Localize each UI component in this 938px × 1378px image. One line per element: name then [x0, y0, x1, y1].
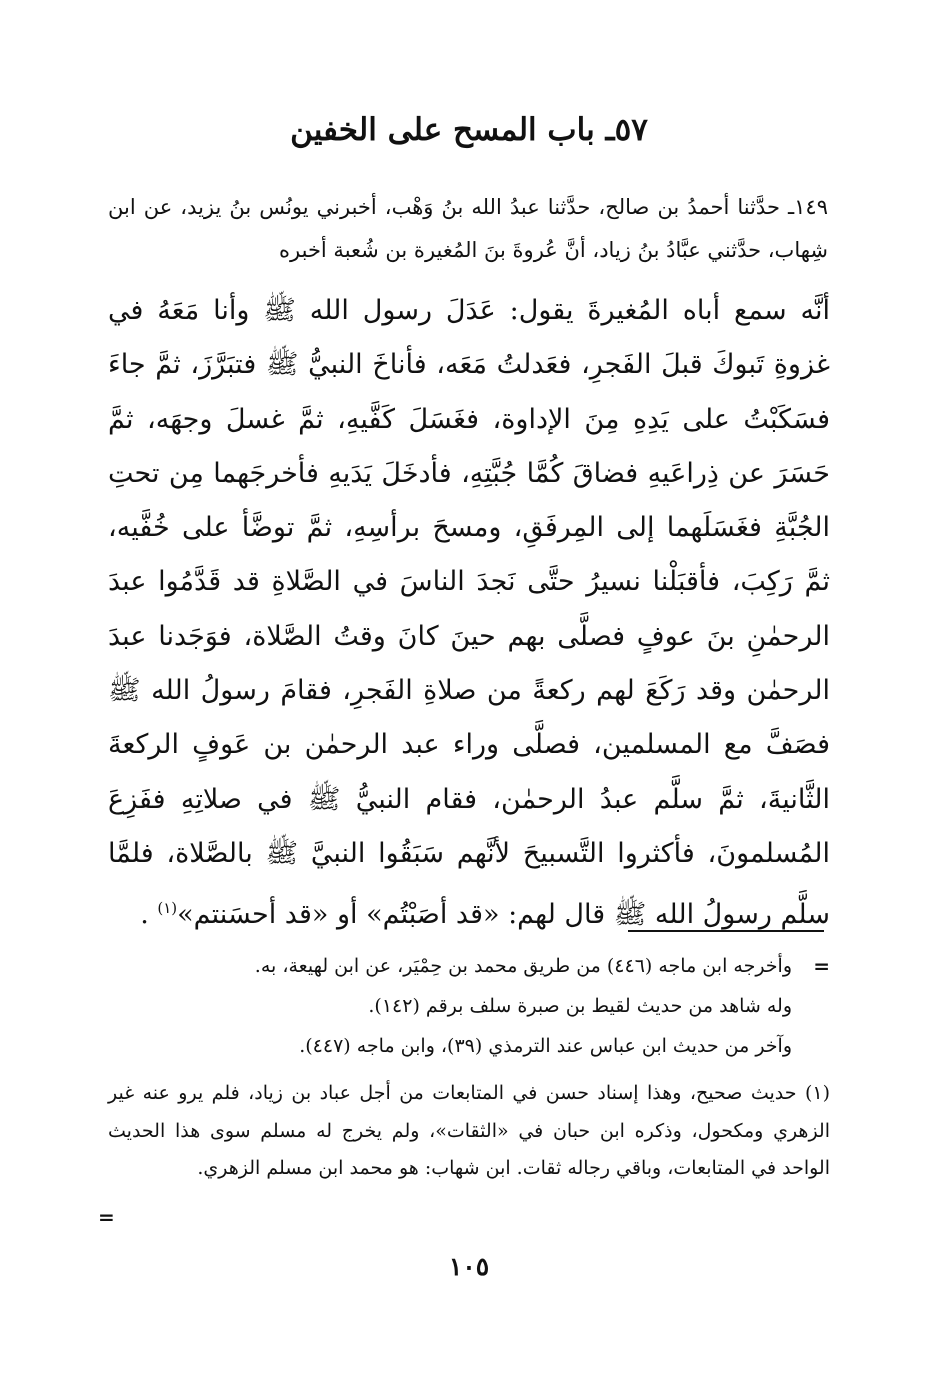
footnote-line: وله شاهد من حديث لقيط بن صبرة سلف برقم (١٤٢).: [368, 995, 792, 1017]
continuation-marker: =: [813, 954, 830, 978]
footnote-line: وأخرجه ابن ماجه (٤٤٦) من طريق محمد بن حِمْيَر، عن ابن لهيعة، به.: [254, 955, 792, 977]
hadith-text: [108, 284, 830, 943]
continues-marker: =: [98, 1205, 115, 1229]
page-number: ١٠٥: [448, 1252, 490, 1281]
footnote-separator: [628, 930, 824, 932]
end-mark: .: [140, 899, 149, 931]
chapter-title: ٥٧ـ باب المسح على الخفين: [290, 112, 648, 148]
footnote-line: وآخر من حديث ابن عباس عند الترمذي (٣٩)، وابن ماجه (٤٤٧).: [299, 1035, 792, 1057]
footnote-continuation: [108, 946, 830, 1066]
footnote-1: (١) حديث صحيح، وهذا إسناد حسن في المتابعات من أجل عباد بن زياد، فلم يرو عنه غير الزهري ومكحول، وذكره ابن حبان في «الثقات»، ولم يخرج له مسلم سوى هذا الحديث الواحد في المتابعات، وباقي رجاله ثقات. ابن شهاب: هو محمد ابن مسلم الزهري.: [108, 1082, 830, 1179]
hadith-matn: أنَّه سمع أباه المُغيرةَ يقول: عَدَلَ رسول الله ﷺ وأنا مَعَهُ في غزوةِ تَبوكَ قبلَ الفَجرِ، فعَدلتُ مَعَه، فأناخَ النبيُّ ﷺ فتبَرَّزَ، ثمَّ جاءَ فسَكَبْتُ على يَدِهِ مِنَ الإداوة، فغَسَلَ كَفَّيهِ، ثمَّ غسلَ وجهَه، ثمَّ حَسَرَ عن ذِراعَيهِ فضاقَ كُمَّا جُبَّتِهِ، فأدخَلَ يَدَيهِ فأخرجَهما مِن تحتِ الجُبَّةِ فغَسَلَهما إلى المِرفَقِ، ومسحَ برأسِهِ، ثمَّ توضَّأ على خُفَّيه، ثمَّ رَكِبَ، فأقبَلْنا نسيرُ حتَّى نَجدَ الناسَ في الصَّلاةِ قد قَدَّمُوا عبدَ الرحمٰنِ بنَ عوفٍ فصلَّى بهم حينَ كانَ وقتُ الصَّلاة، فوَجَدنا عبدَ الرحمٰن وقد رَكَعَ لهم ركعةً من صلاةِ الفَجرِ، فقامَ رسولُ الله ﷺ فصَفَّ مع المسلمين، فصلَّى وراء عبد الرحمٰن بن عَوفٍ الركعةَ الثَّانيةَ، ثمَّ سلَّم عبدُ الرحمٰن، فقام النبيُّ ﷺ في صلاتِهِ ففَزِعَ المُسلمونَ، فأكثروا التَّسبيحَ لأنَّهم سَبَقُوا النبيَّ ﷺ بالصَّلاة، فلمَّا سلَّم رسولُ الله ﷺ قال لهم: «قد أصَبْتُم» أو «قد أحسَنتم»: [108, 295, 830, 931]
hadith-isnad: ١٤٩ـ حدَّثنا أحمدُ بن صالح، حدَّثنا عبدُ الله بنُ وَهْب، أخبرني يونُس بنُ يزيد، عن ابن شِهاب، حدَّثني عبَّادُ بنُ زياد، أنَّ عُروةَ بنَ المُغيرة بن شُعبة أخبره: [108, 195, 828, 262]
footnote-reference: (١): [157, 899, 178, 918]
